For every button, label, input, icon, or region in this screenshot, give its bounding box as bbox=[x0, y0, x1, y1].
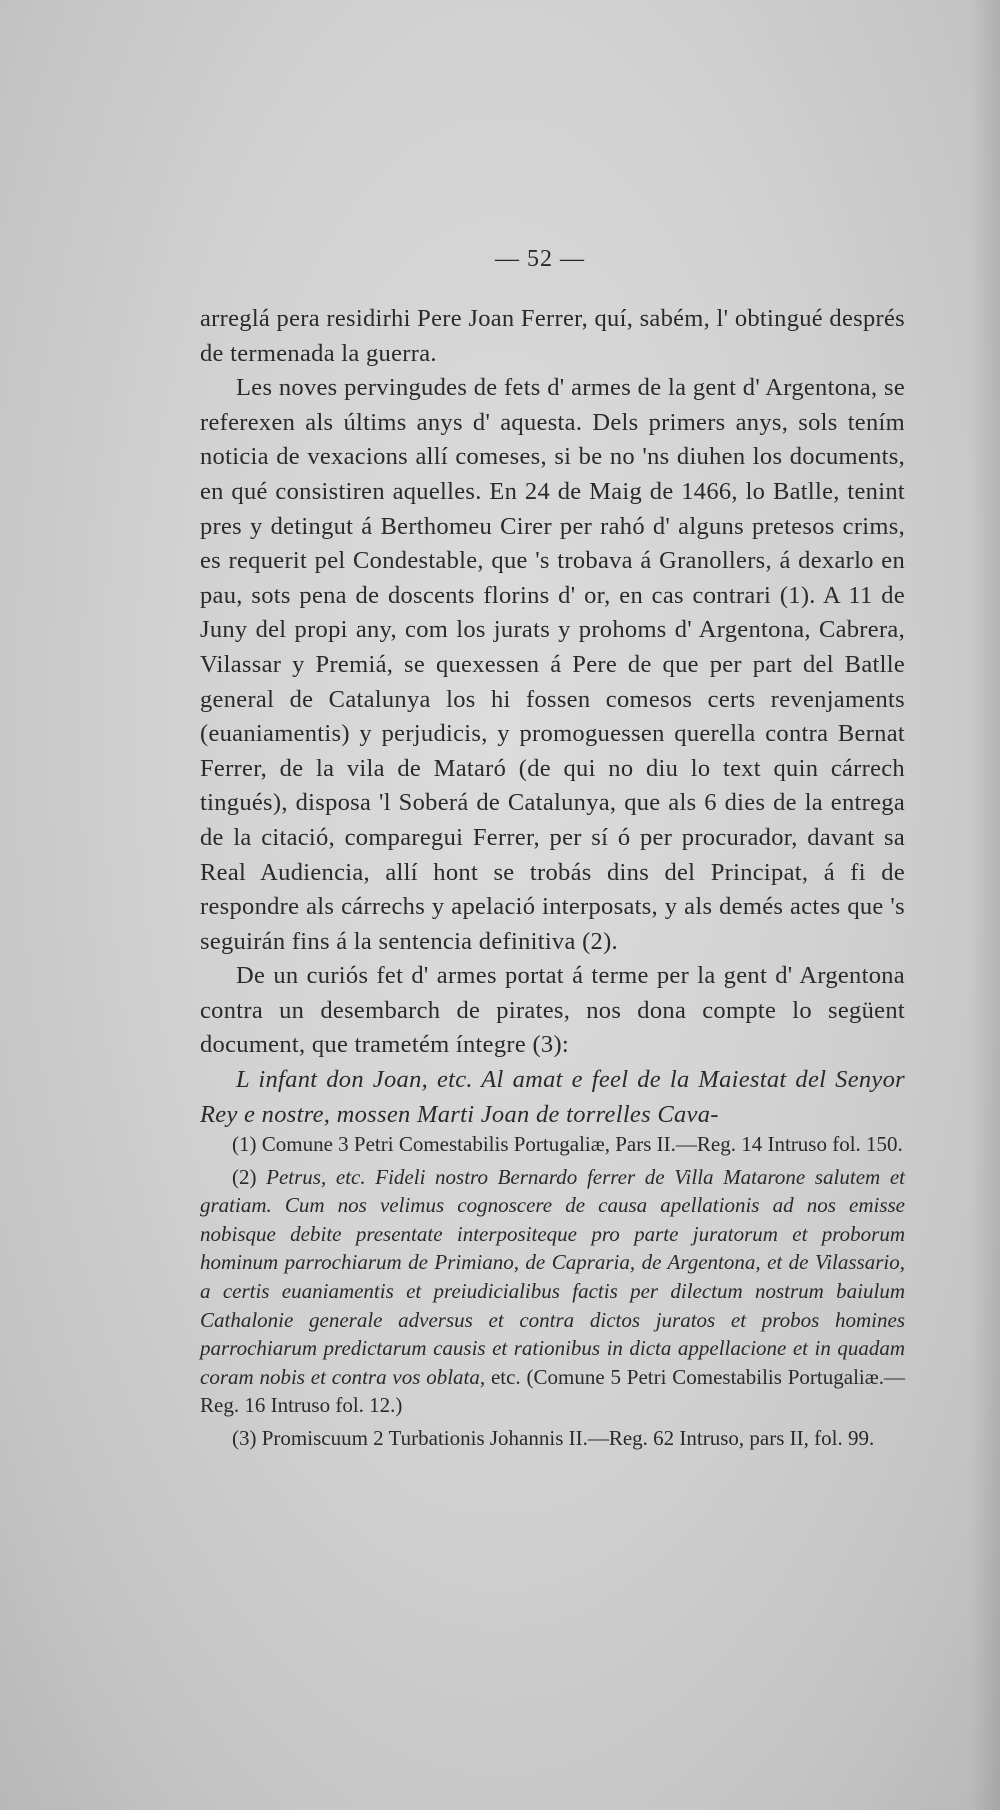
footnote-2-latin-quote: Petrus, etc. Fideli nostro Bernardo ferrer de Villa Matarone salutem et gratiam. Cum nos velimus cognoscere de causa apellationis ad nos emisse nobisque debite presentate interpositeque pro parte juratorum et proborum hominum parrochiarum de Primiano, de Capraria, de Argentona, et de Vilassario, a certis euaniamentis et preiudicialibus factis per dilectum nostrum baiulum Cathalonie generale adversus et contra dictos juratos et probos homines parrochiarum predictarum causis et rationibus in dicta appellacione et in quadam coram nobis et contra vos oblata, bbox=[200, 1164, 906, 1389]
page-number: — 52 — bbox=[495, 246, 585, 272]
footnote-1 bbox=[200, 1130, 905, 1159]
footnote-2-marker: (2) bbox=[232, 1164, 257, 1189]
footnote-1-marker: (1) bbox=[232, 1132, 257, 1156]
footnotes bbox=[200, 1130, 905, 1457]
paragraph-4-document-opening: L infant don Joan, etc. Al amat e feel de la Maiestat del Senyor Rey e nostre, mossen Marti Joan de torrelles Cava- bbox=[200, 1066, 905, 1128]
footnote-1-text: Comune 3 Petri Comestabilis Portugaliæ, Pars II.—Reg. 14 Intruso fol. 150. bbox=[261, 1132, 903, 1156]
paragraph-2: Les noves pervingudes de fets d' armes de la gent d' Argentona, se referexen als últims anys d' aquesta. Dels primers anys, sols tením noticia de vexacions allí comeses, si be no 'ns diuhen los documents, en qué consistiren aquelles. En 24 de Maig de 1466, lo Batlle, tenint pres y detingut á Berthomeu Cirer per rahó d' alguns pretesos crims, es requerit pel Condestable, que 's trobava á Granollers, á dexarlo en pau, sots pena de doscents florins d' or, en cas contrari (1). A 11 de Juny del propi any, com los jurats y prohoms d' Argentona, Cabrera, Vilassar y Premiá, se quexessen á Pere de que per part del Batlle general de Catalunya los hi fossen comesos certs revenjaments (euaniamentis) y perjudicis, y promoguessen querella contra Bernat Ferrer, de la vila de Mataró (de qui no diu lo text quin cárrech tingués), disposa 'l Soberá de Catalunya, que als 6 dies de la entrega de la citació, comparegui Ferrer, per sí ó per procurador, davant sa Real Audiencia, allí hont se trobás dins del Principat, á fi de respondre als cárrechs y apelació interposats, y als demés actes que 's seguirán fins á la sentencia definitiva (2). bbox=[200, 374, 905, 955]
footnote-3-marker: (3) bbox=[232, 1425, 257, 1450]
paragraph-3: De un curiós fet d' armes portat á terme per la gent d' Argentona contra un desembarch de pirates, nos dona compte lo següent document, que trametém íntegre (3): bbox=[200, 962, 905, 1059]
footnote-3-text: Promiscuum 2 Turbationis Johannis II.—Reg. 62 Intruso, pars II, fol. 99. bbox=[261, 1425, 875, 1450]
paragraph-1: arreglá pera residirhi Pere Joan Ferrer, quí, sabém, l' obtingué després de termenada la guerra. bbox=[200, 305, 905, 367]
footnote-2-citation: etc. (Comune 5 Petri Comestabilis Portugaliæ.—Reg. 16 Intruso fol. 12.) bbox=[200, 1364, 905, 1418]
footnote-2 bbox=[200, 1163, 905, 1420]
footnote-3 bbox=[200, 1424, 905, 1453]
main-text bbox=[200, 302, 905, 1132]
